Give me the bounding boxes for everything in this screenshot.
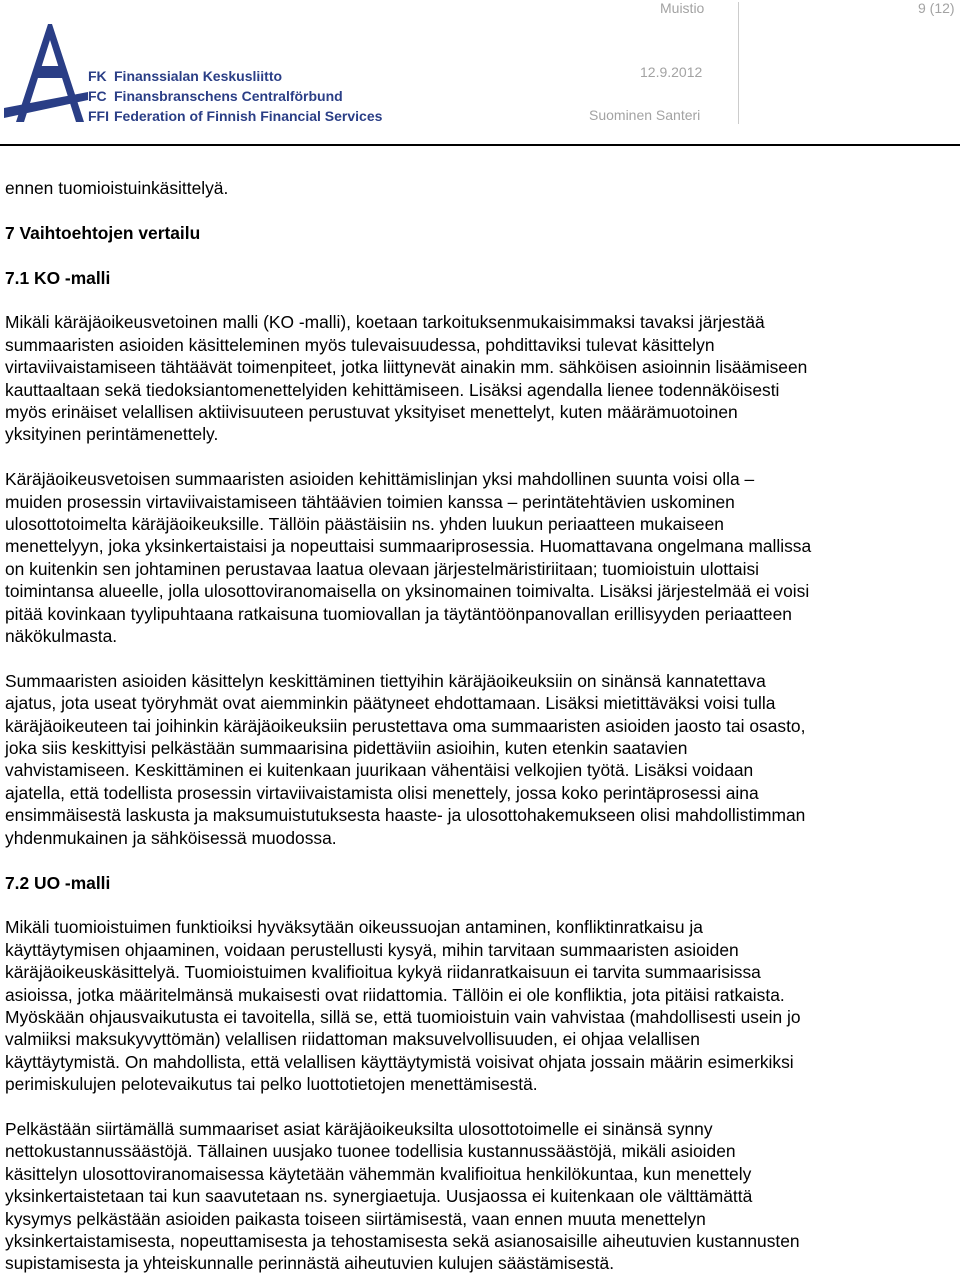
document-type: Muistio <box>660 0 705 16</box>
spacer <box>5 647 957 669</box>
page-header <box>0 0 960 150</box>
paragraph-3: Summaaristen asioiden käsittelyn keskittäminen tiettyihin käräjäoikeuksiin on sinänsä kannatettava ajatus, jota useat työryhmät ovat aiemminkin päätyneet ehdottamaan. Lisäksi mietittäväksi voisi tulla käräjäoikeuteen tai joihinkin käräjäoikeuksiin perustettava oma summaaristen asioiden jaosto tai osasto, joka siis keskittyisi pelkästään summaarisina pidettäviin asioihin, kuten etenkin saatavien vahvistamiseen. Keskittäminen ei kuitenkaan juurikaan vähentäisi velkojien työtä. Lisäksi voidaan ajatella, että todellista prosessin virtaviivaistamista olisi menettely, jossa koko perintäprosessi aina ensimmäisestä laskusta ja maksumuistutuksesta haaste- ja ulosottohakemukseen olisi mahdollistimman yhdenmukainen ja sähköisessä muodossa. <box>5 670 806 848</box>
header-rule <box>0 144 960 146</box>
page-number: 9 (12) <box>918 0 955 16</box>
organization-logo <box>4 22 404 132</box>
document-author: Suominen Santeri <box>589 107 701 123</box>
paragraph-2: Käräjäoikeusvetoisen summaaristen asioiden kehittämislinjan yksi mahdollinen suunta voisi olla – muiden prosessin virtaviivaistamiseen tähtäävien toimien kanssa – perintätehtävien uskominen ulosottotoimelta käräjäoikeuksille. Tällöin päästäisiin ns. yhden luukun periaatteen mukaiseen menettelyyn, joka yksinkertaistaisi ja nopeuttaisi summaariprosessia. Huomattavana ongelmana mallissa on kuitenkin sen johtaminen perustavaa laatua olevaan järjestelmäristiriitaan; tuomioistuin ulottaisi toimintansa alueelle, jolla ulosottoviranomaisella on yksinomainen toimivalta. Lisäksi järjestelmää ei voisi pitää kovinkaan tyylipuhtaana ratkaisuna tuomiovallan ja täytäntöönpanovallan erillisyyden periaatteen näkökulmasta. <box>5 469 812 647</box>
spacer <box>5 446 957 468</box>
logo-text <box>88 66 382 126</box>
paragraph-4: Mikäli tuomioistuimen funktioiksi hyväksytään oikeussuojan antaminen, konfliktinratkaisu ja käyttäytymisen ohjaaminen, voidaan perustellusti kysyä, mihin tarvitaan summaaristen asioiden käräjäoikeuskäsittelyä. Tuomioistuimen kvalifioitua kykyä riidanratkaisuun ei tarvita summaarisissa asioissa, jotka määritelmänsä mukaisesti ovat riidattomia. Tällöin ei ole konfliktia, jota pitäisi ratkaista. Myöskään ohjausvaikutusta ei tavoitella, sillä se, että tuomioistuin vain vahvistaa (mahdollisesti usein jo valmiiksi maksukyvyttömän) velallisen riidattoman maksuvelvollisuuden, ei ohjaa velallisen käyttäytymistä. On mahdollista, että velallisen käyttäytymistä voisivat ohjata jossain määrin esimerkiksi perimiskulujen pelotevaikutus tai pelko luottotietojen menettämisestä. <box>5 917 801 1095</box>
spacer <box>5 244 957 266</box>
spacer <box>5 1096 957 1118</box>
section-7-heading: 7 Vaihtoehtojen vertailu <box>5 222 201 243</box>
paragraph-5: Pelkästään siirtämällä summaariset asiat käräjäoikeuksilta ulosottotoimelle ei sinänsä synny nettokustannussäästöjä. Tällainen uusjako tuonee todellisia kustannussäästöjä, mikäli asioiden käsittelyn ulosottoviranomaisessa käytetään vähemmän kvalifioitua henkilökuntaa, kun menettely yksinkertaistetaan tai kun saavutetaan ns. synergiaetuja. Uusjaossa ei kuitenkaan ole välttämättä kysymys pelkästään asioiden paikasta toiseen siirtämisestä, vaan ennen muuta menettelyn yksinkertaistamisesta, nopeuttamisesta ja tehostamisesta sekä asianosaisille aiheutuvien kustannusten supistamisesta ja yhteiskunnalle perinnästä aiheutuvien kulujen säästämisestä. <box>5 1118 800 1274</box>
section-7-2-heading: 7.2 UO -malli <box>5 872 111 893</box>
logo-line-ffi: FFI Federation of Finnish Financial Services <box>88 108 383 124</box>
logo-line-fk: FK Finanssialan Keskusliitto <box>88 68 283 84</box>
spacer <box>5 289 957 311</box>
spacer <box>5 849 957 871</box>
document-date: 12.9.2012 <box>640 64 703 80</box>
spacer <box>5 199 957 221</box>
section-7-1-heading: 7.1 KO -malli <box>5 267 111 288</box>
spacer <box>5 894 957 916</box>
logo-line-fc: FC Finansbranschens Centralförbund <box>88 88 343 104</box>
document-body <box>5 177 957 1275</box>
paragraph-1: Mikäli käräjäoikeusvetoinen malli (KO -malli), koetaan tarkoituksenmukaisimmaksi tavaksi järjestää summaaristen asioiden käsitteleminen myös tulevaisuudessa, pohdittaviksi tulevat käsittelyn virtaviivaistamiseen tähtäävät toimenpiteet, jotka liittynevät ainakin mm. sähköisen asioinnin lisäämiseen kauttaaltaan sekä tiedoksiantomenettelyiden kehittämiseen. Lisäksi agendalla lienee todennäköisesti myös erinäiset velallisen aktiivisuuteen perustuvat yksityiset menettelyt, kuten määrämuotoinen yksityinen perintämenettely. <box>5 312 808 445</box>
intro-line: ennen tuomioistuinkäsittelyä. <box>5 178 229 198</box>
header-divider <box>738 2 739 124</box>
logo-mark-icon <box>4 22 94 132</box>
